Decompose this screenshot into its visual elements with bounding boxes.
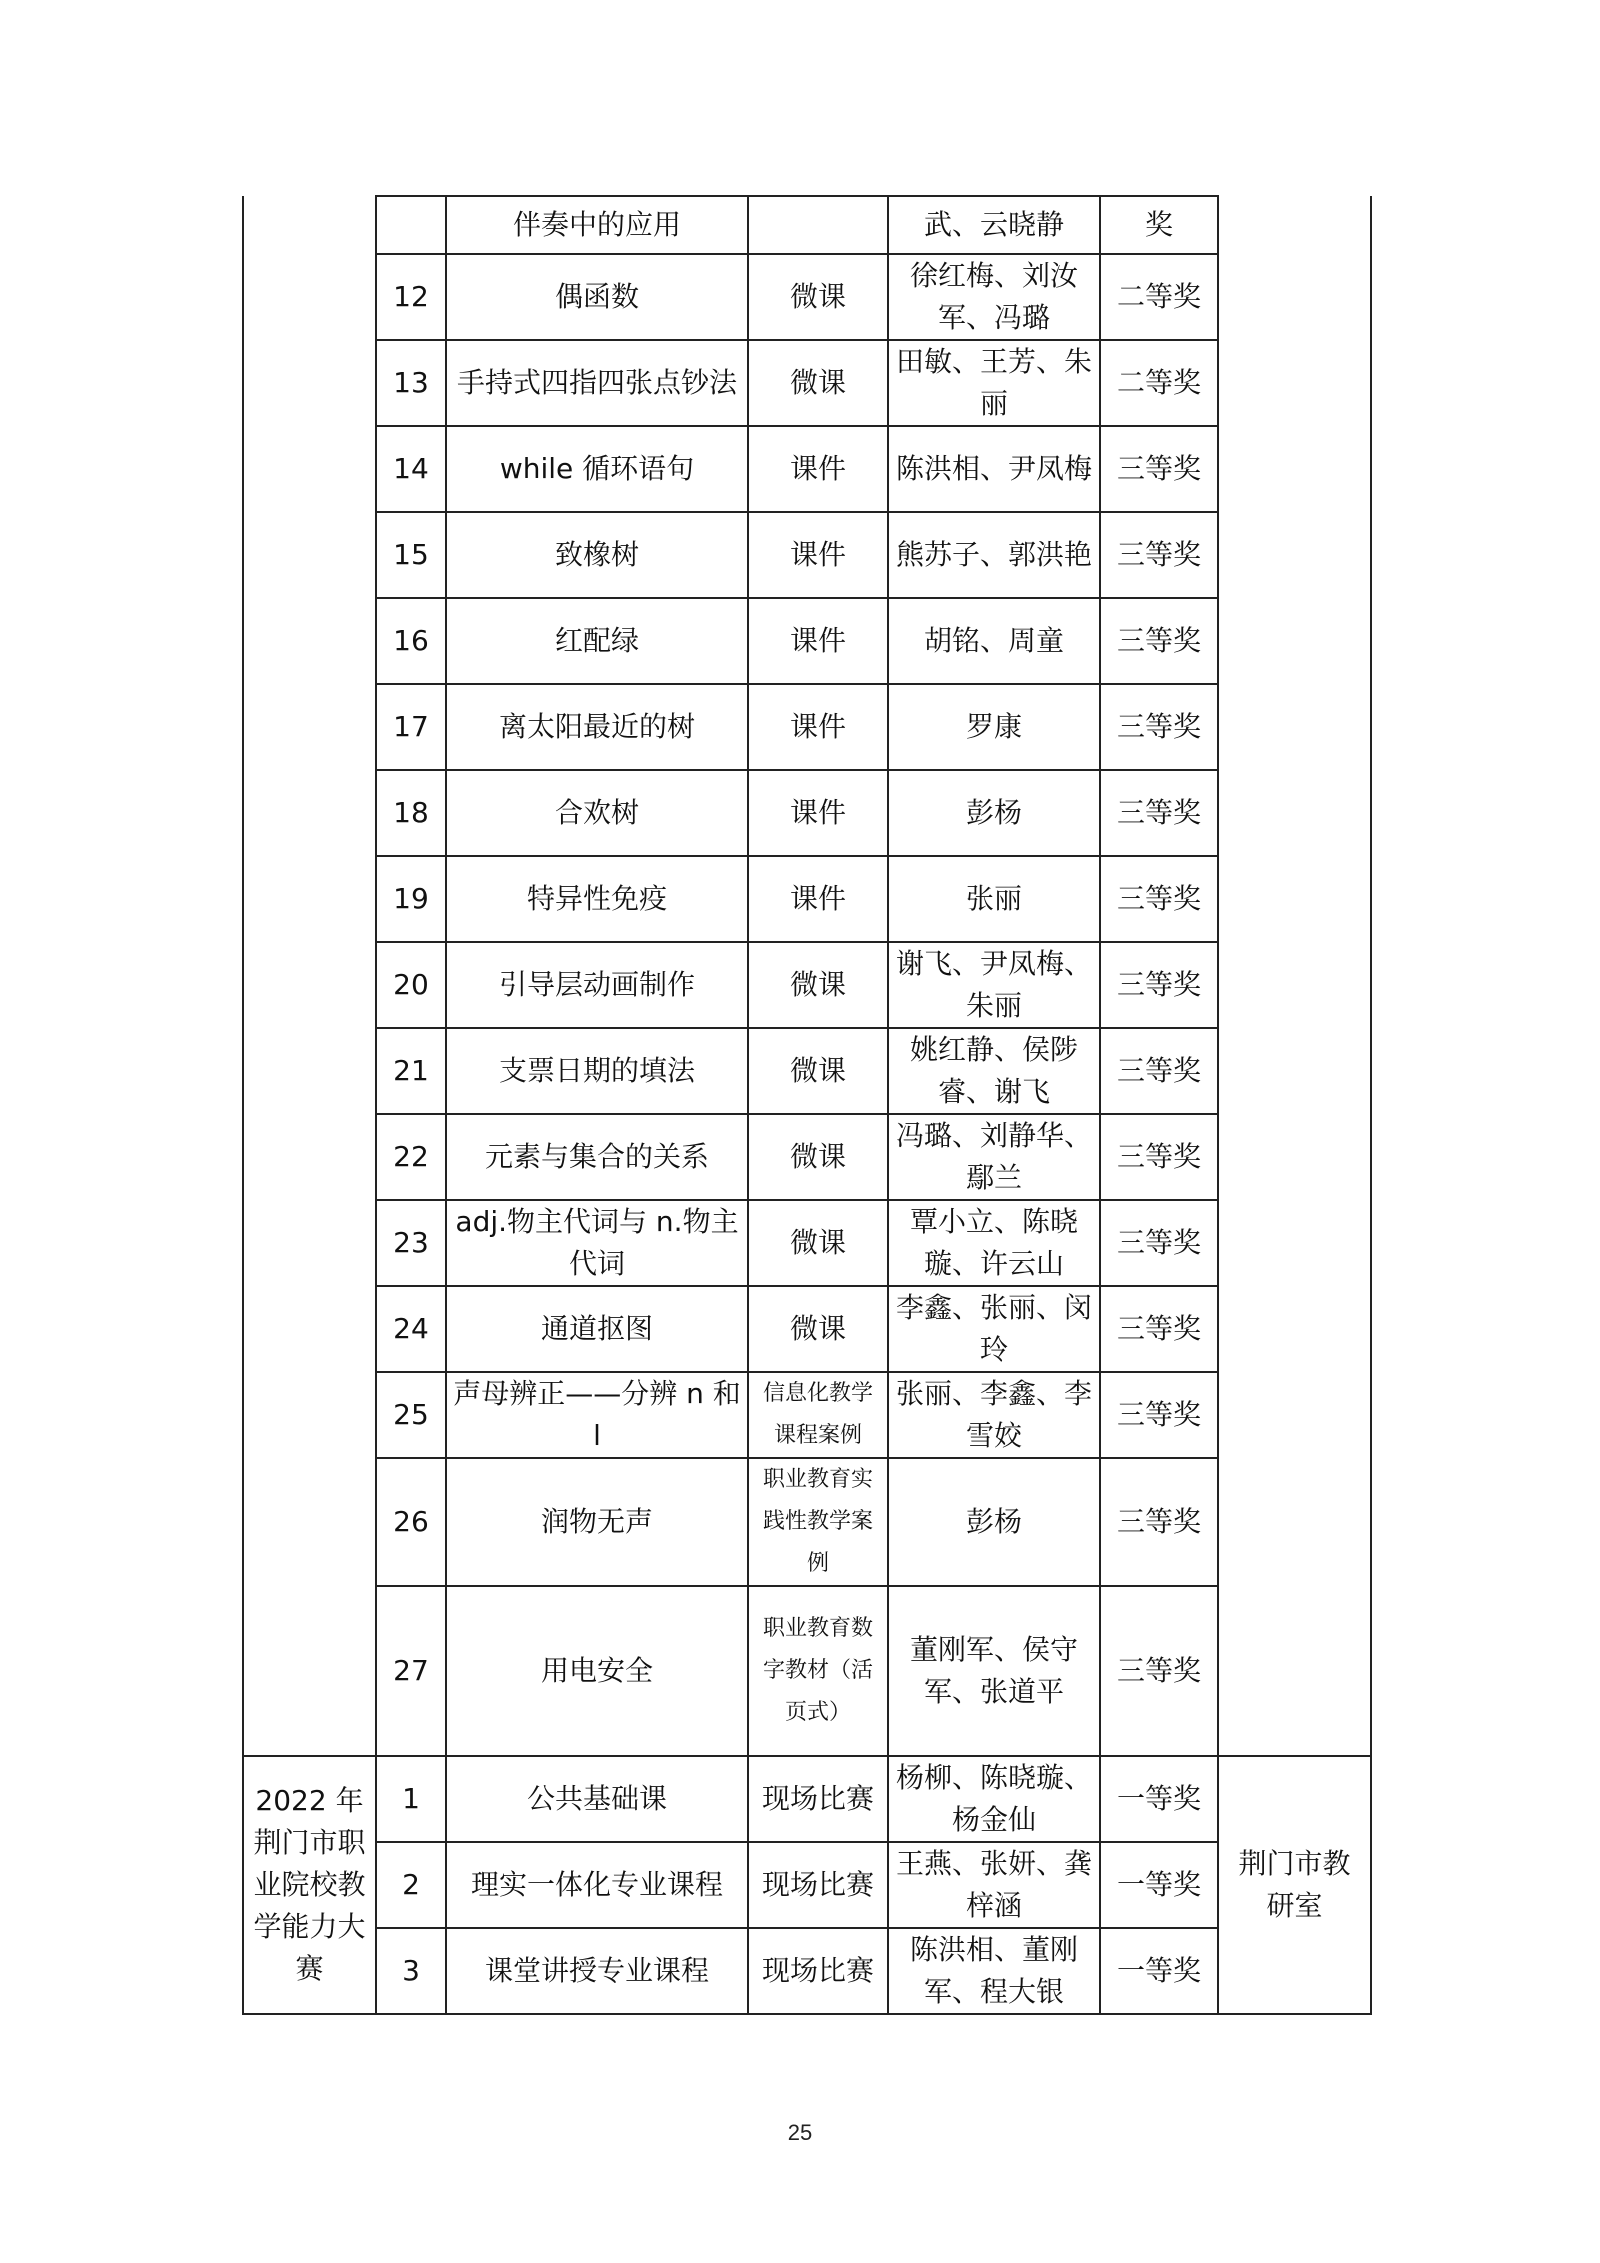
award-level: 三等奖 — [1100, 1200, 1218, 1286]
table-row — [243, 598, 1371, 684]
row-number: 18 — [376, 770, 446, 856]
row-number: 12 — [376, 254, 446, 340]
work-title: 手持式四指四张点钞法 — [446, 340, 748, 426]
row-number: 13 — [376, 340, 446, 426]
award-level: 三等奖 — [1100, 598, 1218, 684]
authors: 陈洪相、尹凤梅 — [888, 426, 1100, 512]
work-title: 理实一体化专业课程 — [446, 1842, 748, 1928]
work-title: 偶函数 — [446, 254, 748, 340]
work-type: 课件 — [748, 598, 888, 684]
row-number: 17 — [376, 684, 446, 770]
table-row — [243, 1372, 1371, 1458]
organizer-cell — [1218, 196, 1371, 1756]
row-number: 2 — [376, 1842, 446, 1928]
awards-table — [242, 195, 1372, 2015]
work-title: 用电安全 — [446, 1586, 748, 1756]
work-title: 离太阳最近的树 — [446, 684, 748, 770]
row-number: 26 — [376, 1458, 446, 1586]
authors: 罗康 — [888, 684, 1100, 770]
work-type: 微课 — [748, 1200, 888, 1286]
row-number: 3 — [376, 1928, 446, 2014]
work-type: 微课 — [748, 340, 888, 426]
table-row — [243, 1200, 1371, 1286]
work-title: 元素与集合的关系 — [446, 1114, 748, 1200]
work-title: 致橡树 — [446, 512, 748, 598]
row-number: 19 — [376, 856, 446, 942]
work-title: 支票日期的填法 — [446, 1028, 748, 1114]
table-row — [243, 254, 1371, 340]
work-type: 微课 — [748, 942, 888, 1028]
table-row — [243, 1458, 1371, 1586]
work-type: 微课 — [748, 1286, 888, 1372]
table-row — [243, 1842, 1371, 1928]
work-type: 现场比赛 — [748, 1928, 888, 2014]
authors: 田敏、王芳、朱丽 — [888, 340, 1100, 426]
work-type: 微课 — [748, 1028, 888, 1114]
authors: 胡铭、周童 — [888, 598, 1100, 684]
work-type: 课件 — [748, 512, 888, 598]
organizer: 荆门市教研室 — [1218, 1756, 1371, 2014]
table-row — [243, 1756, 1371, 1842]
award-level: 二等奖 — [1100, 254, 1218, 340]
authors: 彭杨 — [888, 770, 1100, 856]
work-type: 职业教育实践性教学案例 — [748, 1458, 888, 1586]
row-number: 23 — [376, 1200, 446, 1286]
authors: 杨柳、陈晓璇、杨金仙 — [888, 1756, 1100, 1842]
work-title: 通道抠图 — [446, 1286, 748, 1372]
competition-category: 2022 年荆门市职业院校教学能力大赛 — [243, 1756, 376, 2014]
work-title: 声母辨正——分辨 n 和 l — [446, 1372, 748, 1458]
work-title: while 循环语句 — [446, 426, 748, 512]
work-type: 微课 — [748, 1114, 888, 1200]
work-type: 职业教育数字教材（活页式） — [748, 1586, 888, 1756]
award-level: 三等奖 — [1100, 1028, 1218, 1114]
work-type: 课件 — [748, 684, 888, 770]
work-title: 特异性免疫 — [446, 856, 748, 942]
work-type: 现场比赛 — [748, 1842, 888, 1928]
row-number: 24 — [376, 1286, 446, 1372]
award-level: 奖 — [1100, 196, 1218, 254]
award-level: 三等奖 — [1100, 856, 1218, 942]
work-type: 课件 — [748, 856, 888, 942]
work-title: 伴奏中的应用 — [446, 196, 748, 254]
authors: 张丽、李鑫、李雪姣 — [888, 1372, 1100, 1458]
table-row — [243, 1286, 1371, 1372]
authors: 王燕、张妍、龚梓涵 — [888, 1842, 1100, 1928]
table-row — [243, 1586, 1371, 1756]
award-level: 一等奖 — [1100, 1842, 1218, 1928]
work-type: 微课 — [748, 254, 888, 340]
work-type — [748, 196, 888, 254]
award-level: 三等奖 — [1100, 426, 1218, 512]
award-level: 三等奖 — [1100, 512, 1218, 598]
work-type: 现场比赛 — [748, 1756, 888, 1842]
authors: 熊苏子、郭洪艳 — [888, 512, 1100, 598]
row-number: 27 — [376, 1586, 446, 1756]
award-level: 三等奖 — [1100, 942, 1218, 1028]
row-number: 15 — [376, 512, 446, 598]
page-number: 25 — [787, 2120, 813, 2145]
award-level: 三等奖 — [1100, 1114, 1218, 1200]
table-row — [243, 770, 1371, 856]
authors: 冯璐、刘静华、鄢兰 — [888, 1114, 1100, 1200]
authors: 董刚军、侯守军、张道平 — [888, 1586, 1100, 1756]
authors: 彭杨 — [888, 1458, 1100, 1586]
table-row — [243, 942, 1371, 1028]
table-row — [243, 340, 1371, 426]
authors: 李鑫、张丽、闵玲 — [888, 1286, 1100, 1372]
award-level: 三等奖 — [1100, 770, 1218, 856]
table-row — [243, 684, 1371, 770]
work-title: 引导层动画制作 — [446, 942, 748, 1028]
work-title: 润物无声 — [446, 1458, 748, 1586]
award-level: 三等奖 — [1100, 1372, 1218, 1458]
row-number: 14 — [376, 426, 446, 512]
row-number — [376, 196, 446, 254]
authors: 谢飞、尹凤梅、朱丽 — [888, 942, 1100, 1028]
work-title: 合欢树 — [446, 770, 748, 856]
work-type: 课件 — [748, 426, 888, 512]
award-level: 三等奖 — [1100, 684, 1218, 770]
table-row — [243, 426, 1371, 512]
row-number: 25 — [376, 1372, 446, 1458]
authors: 覃小立、陈晓璇、许云山 — [888, 1200, 1100, 1286]
work-title: 课堂讲授专业课程 — [446, 1928, 748, 2014]
authors: 徐红梅、刘汝军、冯璐 — [888, 254, 1100, 340]
table-row — [243, 196, 1371, 254]
award-level: 一等奖 — [1100, 1756, 1218, 1842]
work-type: 课件 — [748, 770, 888, 856]
authors: 张丽 — [888, 856, 1100, 942]
work-title: adj.物主代词与 n.物主代词 — [446, 1200, 748, 1286]
row-number: 16 — [376, 598, 446, 684]
authors: 武、云晓静 — [888, 196, 1100, 254]
award-level: 三等奖 — [1100, 1458, 1218, 1586]
row-number: 20 — [376, 942, 446, 1028]
work-title: 公共基础课 — [446, 1756, 748, 1842]
row-number: 1 — [376, 1756, 446, 1842]
award-level: 三等奖 — [1100, 1286, 1218, 1372]
table-row — [243, 1928, 1371, 2014]
table-row — [243, 512, 1371, 598]
table-row — [243, 1028, 1371, 1114]
row-number: 21 — [376, 1028, 446, 1114]
category-cell — [243, 196, 376, 1756]
table-row — [243, 1114, 1371, 1200]
authors: 姚红静、侯陟睿、谢飞 — [888, 1028, 1100, 1114]
award-level: 三等奖 — [1100, 1586, 1218, 1756]
authors: 陈洪相、董刚军、程大银 — [888, 1928, 1100, 2014]
award-level: 一等奖 — [1100, 1928, 1218, 2014]
table-row — [243, 856, 1371, 942]
award-level: 二等奖 — [1100, 340, 1218, 426]
row-number: 22 — [376, 1114, 446, 1200]
work-title: 红配绿 — [446, 598, 748, 684]
work-type: 信息化教学课程案例 — [748, 1372, 888, 1458]
